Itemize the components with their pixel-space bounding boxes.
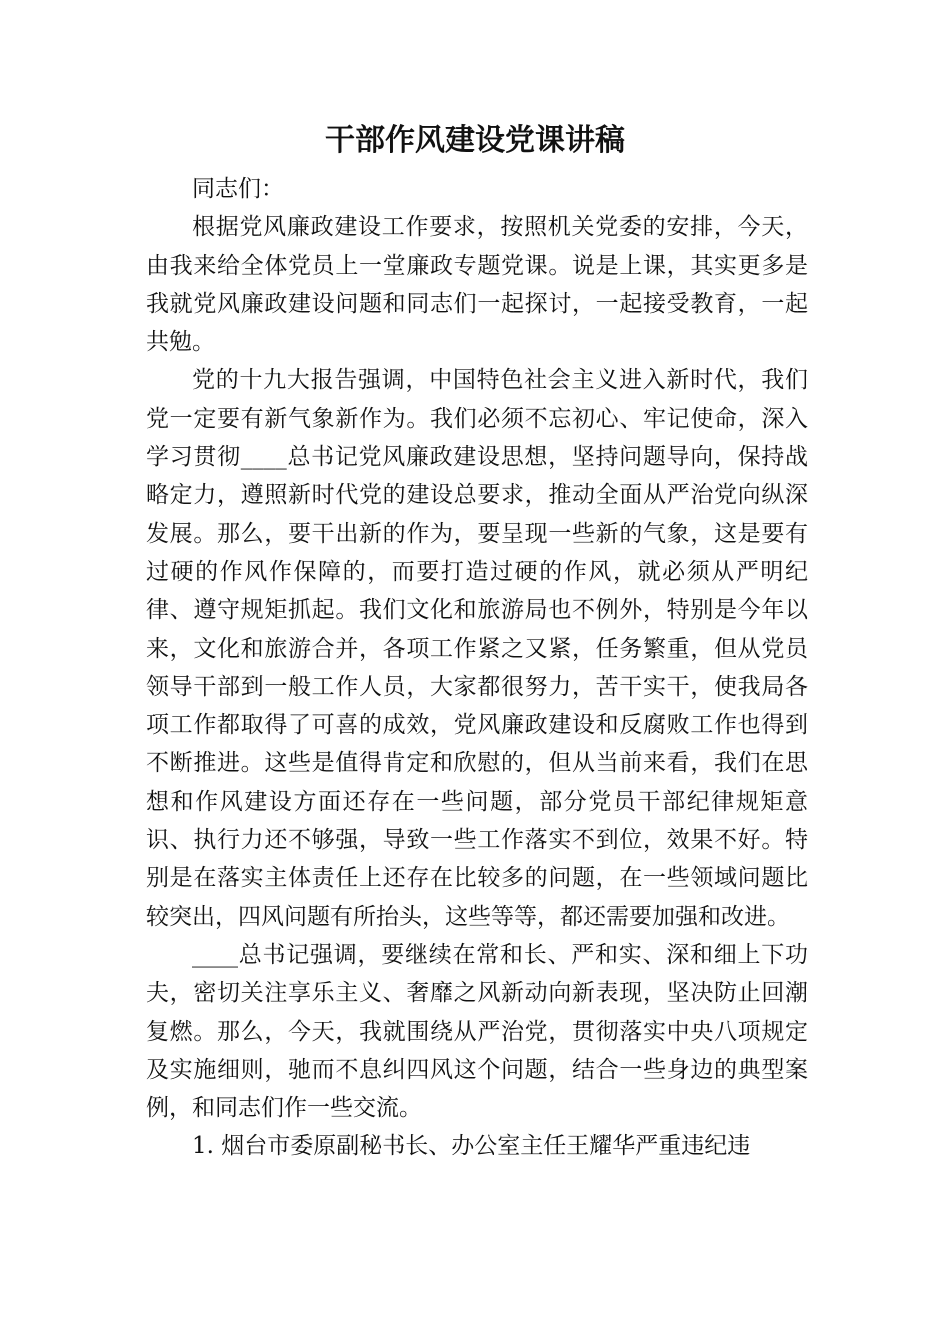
body-paragraph: 党的十九大报告强调，中国特色社会主义进入新时代，我们党一定要有新气象新作为。我们必须不忘初心、牢记使命，深入学习贯彻____总书记党风廉政建设思想，坚持问题导向，保持战略定力，遵照新时代党的建设总要求，推动全面从严治党向纵深发展。那么，要干出新的作为，要呈现一些新的气象，这是要有过硬的作风作保障的，而要打造过硬的作风，就必须从严明纪律、遵守规矩抓起。我们文化和旅游局也不例外，特别是今年以来，文化和旅游合并，各项工作紧之又紧，任务繁重，但从党员领导干部到一般工作人员，大家都很努力，苦干实干，使我局各项工作都取得了可喜的成效，党风廉政建设和反腐败工作也得到不断推进。这些是值得肯定和欣慰的，但从当前来看，我们在思想和作风建设方面还存在一些问题，部分党员干部纪律规矩意识、执行力还不够强，导致一些工作落实不到位，效果不好。特别是在落实主体责任上还存在比较多的问题，在一些领域问题比较突出，四风问题有所抬头，这些等等，都还需要加强和改进。	[146, 367, 808, 930]
body-paragraph: 根据党风廉政建设工作要求，按照机关党委的安排，今天，由我来给全体党员上一堂廉政专题党课。说是上课，其实更多是我就党风廉政建设问题和同志们一起探讨，一起接受教育，一起共勉。	[146, 214, 808, 356]
salutation-paragraph: 同志们：	[192, 176, 284, 202]
numbered-item-paragraph: 1. 烟台市委原副秘书长、办公室主任王耀华严重违纪违	[192, 1133, 751, 1160]
body-paragraph: ____总书记强调，要继续在常和长、严和实、深和细上下功夫，密切关注享乐主义、奢靡之风新动向新表现，坚决防止回潮复燃。那么，今天，我就围绕从严治党，贯彻落实中央八项规定及实施细则，驰而不息纠四风这个问题，结合一些身边的典型案例，和同志们作一些交流。	[146, 941, 808, 1122]
document-body	[146, 170, 808, 1166]
document-title: 干部作风建设党课讲稿	[325, 123, 625, 158]
